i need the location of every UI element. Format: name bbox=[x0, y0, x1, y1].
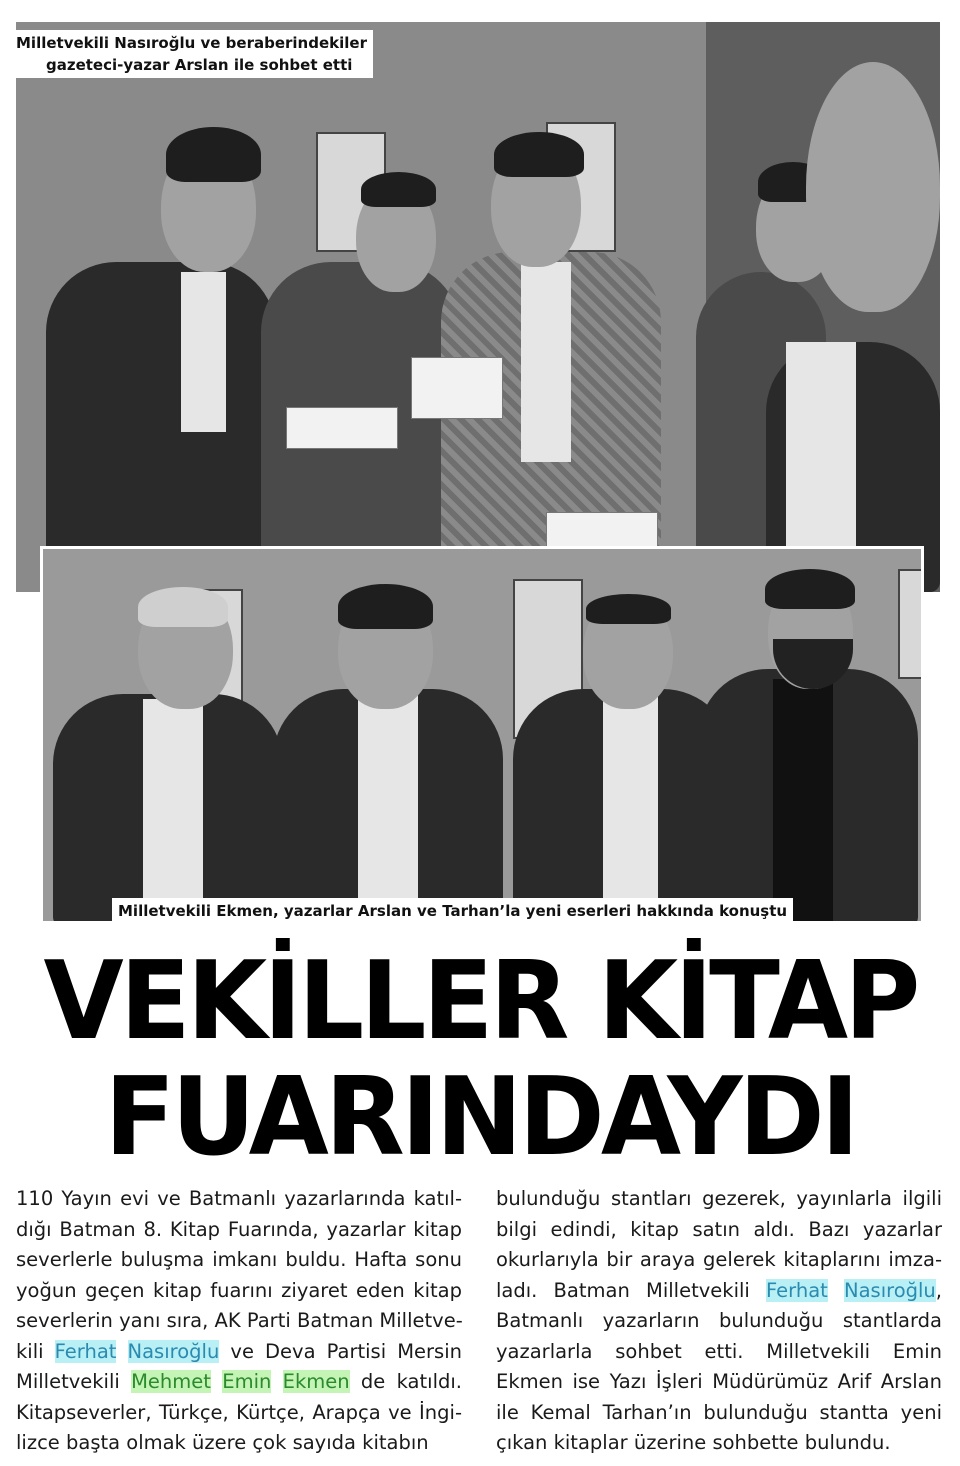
article-text: Milletvekili bbox=[16, 1370, 132, 1393]
top-photo bbox=[16, 22, 940, 592]
article-line: Ekmen ise Yazı İşleri Müdürümüz Arif Arslan bbox=[496, 1370, 942, 1393]
article-line: Batmanlı yazarların bulunduğu stantlarda bbox=[496, 1309, 942, 1332]
article-text: kili bbox=[16, 1339, 55, 1363]
highlighted-name: Nasıroğlu bbox=[844, 1278, 936, 1302]
highlighted-name: Nasıroğlu bbox=[127, 1339, 220, 1363]
top-photo-caption bbox=[10, 30, 373, 78]
bottom-photo-caption: Milletvekili Ekmen, yazarlar Arslan ve Tarhan’la yeni eserleri hakkında konuştu bbox=[112, 898, 793, 924]
article-line: severlerle buluşma imkanı buldu. Hafta sonu bbox=[16, 1248, 462, 1271]
article-column-2 bbox=[496, 1184, 942, 1459]
highlighted-name: Ferhat bbox=[766, 1278, 828, 1302]
highlighted-name: Mehmet bbox=[131, 1370, 211, 1393]
article-text: ve Deva Partisi Mersin bbox=[219, 1339, 462, 1363]
article-line bbox=[16, 1337, 462, 1368]
article-text: ladı. Batman Milletvekili bbox=[496, 1278, 767, 1302]
article-line: 110 Yayın evi ve Batmanlı yazarlarında katıl- bbox=[16, 1187, 462, 1210]
article-line bbox=[496, 1276, 942, 1307]
headline-line1: VEKİLLER KİTAP bbox=[43, 939, 917, 1064]
article-line: yazarlarla sohbet etti. Milletvekili Emin bbox=[496, 1339, 942, 1363]
highlighted-name: Emin bbox=[222, 1370, 272, 1393]
article-text: de katıldı. bbox=[349, 1370, 462, 1393]
bottom-photo bbox=[40, 546, 924, 924]
article-column-1 bbox=[16, 1184, 462, 1459]
article-line: bulunduğu stantları gezerek, yayınlarla ilgili bbox=[496, 1187, 942, 1210]
article-text: , bbox=[935, 1278, 942, 1302]
headline-line2: FUARINDAYDI bbox=[104, 1055, 856, 1180]
article-line: yoğun geçen kitap fuarını ziyaret eden kitap bbox=[16, 1278, 462, 1302]
article-line: bilgi edindi, kitap satın aldı. Bazı yazarlar bbox=[496, 1217, 942, 1241]
article-line: çıkan kitaplar üzerine sohbette bulundu. bbox=[496, 1431, 891, 1454]
highlighted-name: Ekmen bbox=[282, 1370, 350, 1393]
article-line: okurlarıyla bir araya gelerek kitaplarını imza- bbox=[496, 1248, 942, 1271]
article-line: dığı Batman 8. Kitap Fuarında, yazarlar kitap bbox=[16, 1217, 462, 1241]
highlighted-name: Ferhat bbox=[54, 1339, 117, 1363]
article-text bbox=[116, 1340, 127, 1363]
top-photo-caption-line2: gazeteci-yazar Arslan ile sohbet etti bbox=[46, 56, 353, 74]
article-line: Kitapseverler, Türkçe, Kürtçe, Arapça ve İngi- bbox=[16, 1400, 462, 1424]
article-line: lizce başta olmak üzere çok sayıda kitabın bbox=[16, 1431, 429, 1454]
article-line: severlerin yanı sıra, AK Parti Batman Milletve- bbox=[16, 1309, 463, 1332]
article-line: ile Kemal Tarhan’ın bulunduğu stantta yeni bbox=[496, 1400, 942, 1424]
top-photo-caption-line1: Milletvekili Nasıroğlu ve beraberindekiler bbox=[16, 34, 367, 52]
article-line bbox=[16, 1367, 462, 1398]
